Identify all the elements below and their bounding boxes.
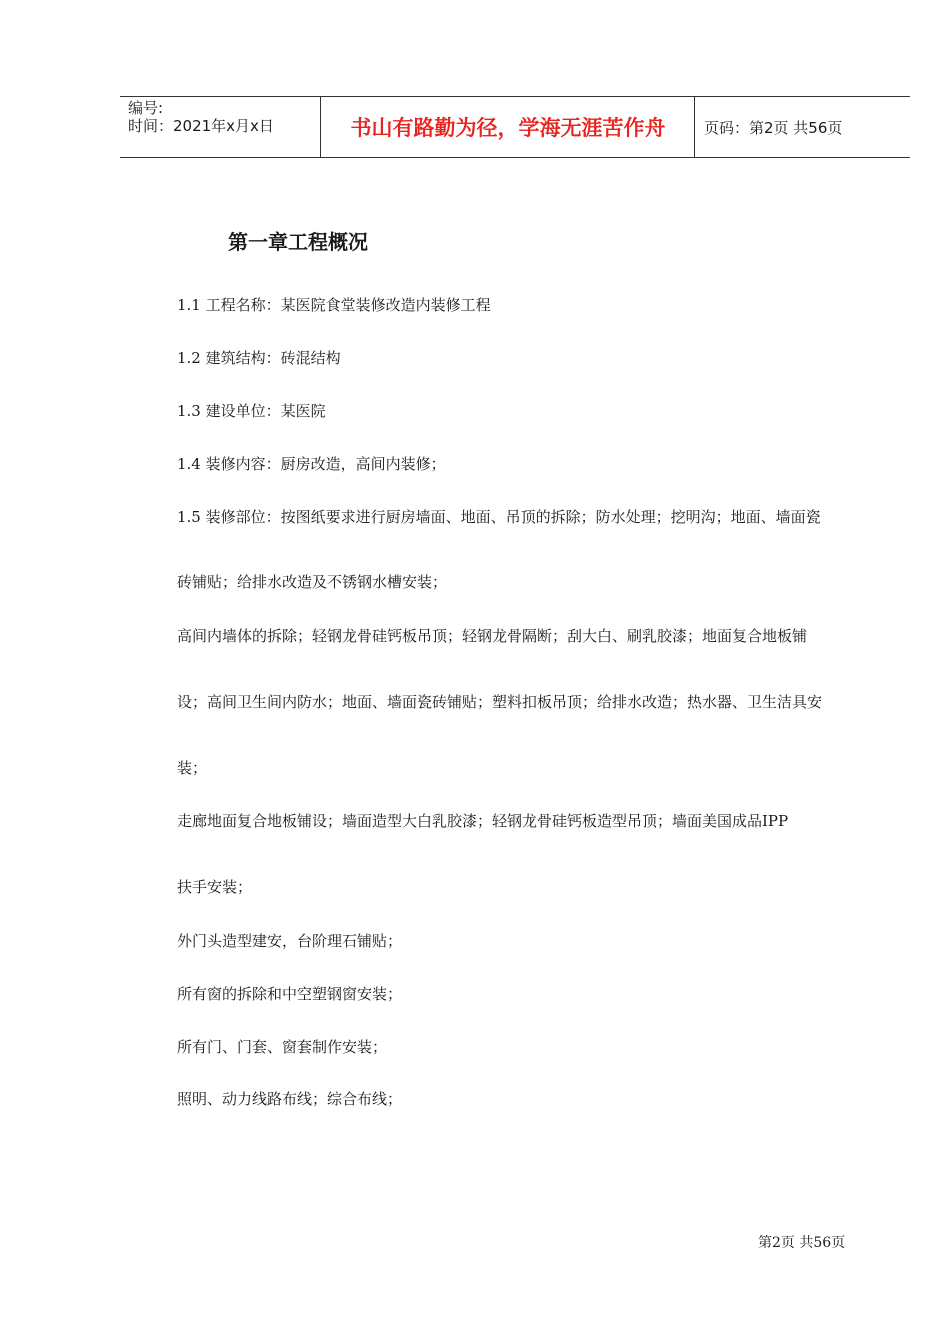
body-line: 1.3 建设单位：某医院 bbox=[177, 402, 326, 420]
body-line: 1.1 工程名称：某医院食堂装修改造内装修工程 bbox=[177, 296, 491, 314]
body-line: 1.4 装修内容：厨房改造，高间内装修； bbox=[177, 455, 446, 473]
header-motto: 书山有路勤为径，学海无涯苦作舟 bbox=[350, 116, 666, 140]
body-line: 走廊地面复合地板铺设；墙面造型大白乳胶漆；轻钢龙骨硅钙板造型吊顶；墙面美国成品IPP bbox=[177, 812, 789, 830]
body-line: 砖铺贴；给排水改造及不锈钢水槽安装； bbox=[177, 573, 448, 591]
body-line: 所有窗的拆除和中空塑钢窗安装； bbox=[177, 985, 403, 1003]
chapter-title: 第一章工程概况 bbox=[228, 230, 368, 254]
body-line: 扶手安装； bbox=[177, 878, 253, 896]
body-line: 所有门、门套、窗套制作安装； bbox=[177, 1038, 388, 1056]
page-footer: 第2页 共56页 bbox=[758, 1235, 846, 1251]
body-line: 装； bbox=[177, 759, 208, 777]
body-line: 1.2 建筑结构：砖混结构 bbox=[177, 349, 341, 367]
header-divider bbox=[694, 97, 695, 157]
header-divider bbox=[320, 97, 321, 157]
body-line: 1.5 装修部位：按图纸要求进行厨房墙面、地面、吊顶的拆除；防水处理；挖明沟；地面、墙面瓷 bbox=[177, 508, 821, 526]
body-line: 照明、动力线路布线；综合布线； bbox=[177, 1090, 403, 1108]
body-line: 外门头造型建安，台阶理石铺贴； bbox=[177, 932, 403, 950]
document-date: 时间：2021年x月x日 bbox=[128, 117, 274, 135]
document-number-label: 编号: bbox=[128, 99, 164, 117]
body-line: 设；高间卫生间内防水；地面、墙面瓷砖铺贴；塑料扣板吊顶；给排水改造；热水器、卫生洁具安 bbox=[177, 693, 823, 711]
header-meta bbox=[128, 99, 274, 135]
page-header bbox=[120, 96, 910, 158]
header-page-info: 页码：第2页 共56页 bbox=[704, 118, 843, 137]
body-line: 高间内墙体的拆除；轻钢龙骨硅钙板吊顶；轻钢龙骨隔断；刮大白、刷乳胶漆；地面复合地板铺 bbox=[177, 627, 808, 645]
